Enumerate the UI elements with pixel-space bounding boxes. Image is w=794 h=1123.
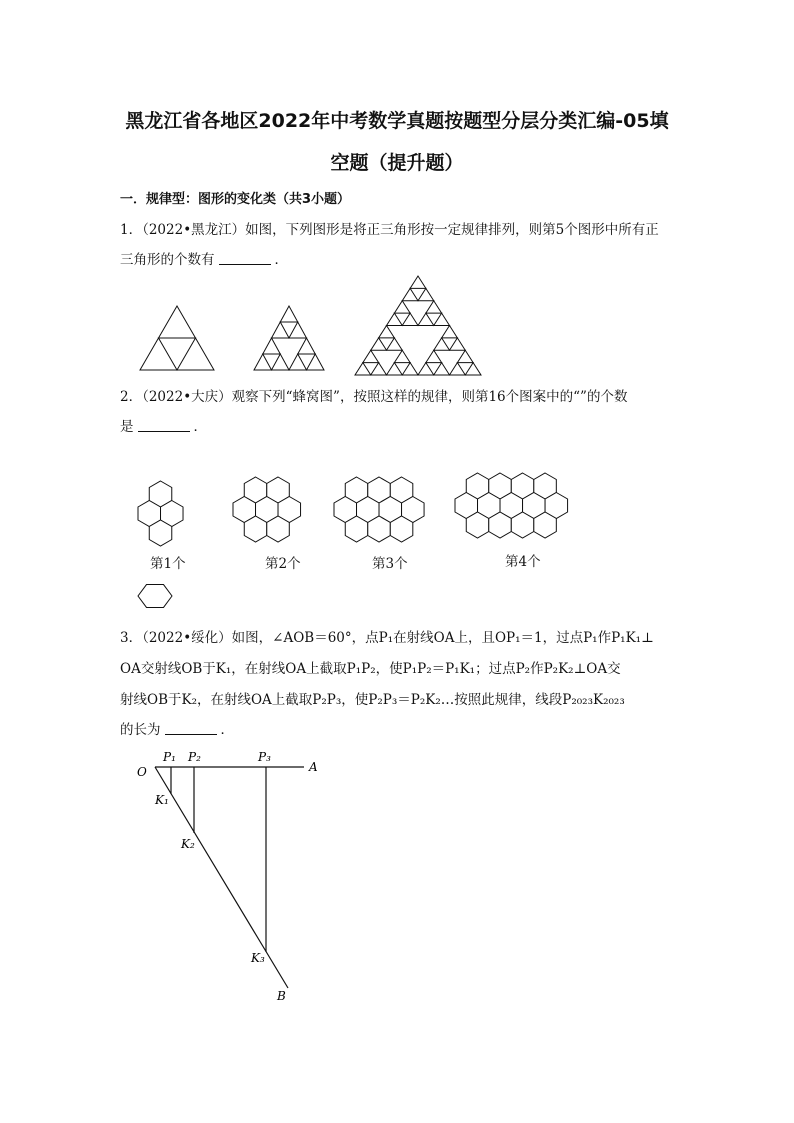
label-p1: P₁ (163, 750, 176, 764)
q2-text-post: ． (193, 419, 207, 435)
triangle-fig1-inner (159, 338, 196, 370)
q3-text-post: ． (220, 722, 234, 738)
angle-diagram (155, 767, 304, 988)
triangle-fig3-inner (394, 363, 410, 375)
label-k2: K₂ (181, 837, 195, 851)
q2-text-line-1: 2．（2022•大庆）观察下列“蜂窝图”，按照这样的规律，则第16个图案中的“”的个数 (120, 389, 628, 405)
q2-caption-2: 第2个 (265, 556, 301, 572)
q2-caption-1: 第1个 (150, 556, 186, 572)
q1-text-post: ． (274, 252, 288, 268)
honeycomb-figures (138, 473, 568, 607)
q2-caption-4: 第4个 (505, 554, 541, 570)
q3-text-pre: 的长为 (120, 722, 161, 738)
q1-text-line-1: 1．（2022•黑龙江）如图，下列图形是将正三角形按一定规律排列，则第5个图形中所有正 (120, 222, 659, 238)
single-hexagon-icon (138, 585, 172, 608)
page-title-line-2: 空题（提升题） (330, 152, 464, 174)
triangle-fig3-inner (426, 313, 442, 325)
label-p3: P₃ (258, 750, 271, 764)
q3-text-line-1: 3．（2022•绥化）如图，∠AOB＝60°，点P₁在射线OA上，且OP₁＝1，过点P₁作P₁K₁⊥ (120, 630, 654, 646)
triangle-fig2-small-3 (298, 354, 316, 370)
triangle-fig3-inner (442, 338, 458, 350)
triangle-fig2-small-2 (263, 354, 281, 370)
q2-caption-3: 第3个 (372, 556, 408, 572)
label-o: O (137, 765, 147, 779)
label-k3: K₃ (251, 951, 265, 965)
label-a: A (309, 760, 318, 774)
triangle-figures (140, 276, 481, 375)
label-p2: P₂ (188, 750, 201, 764)
q3-text-line-3: 射线OB于K₂，在射线OA上截取P₂P₃，使P₂P₃＝P₂K₂…按照此规律，线段P₂₀₂₃K₂₀₂₃ (120, 692, 625, 708)
ray-ob (155, 767, 288, 988)
triangle-fig3-inner (410, 288, 426, 300)
triangle-fig3-inner (394, 313, 410, 325)
label-b: B (277, 989, 286, 1003)
triangle-fig2-small-1 (280, 322, 298, 338)
triangle-fig3-inner (426, 363, 442, 375)
triangle-fig3-inner (457, 363, 473, 375)
triangle-fig3-inner (363, 363, 379, 375)
section-heading: 一．规律型：图形的变化类（共3小题） (120, 192, 351, 207)
q2-text-pre: 是 (120, 419, 134, 435)
triangle-fig3-inner (379, 338, 395, 350)
label-k1: K₁ (155, 793, 169, 807)
page-title-line-1: 黑龙江省各地区2022年中考数学真题按题型分层分类汇编-05填 (125, 110, 669, 132)
q1-text-pre: 三角形的个数有 (120, 252, 215, 268)
q3-text-line-2: OA交射线OB于K₁，在射线OA上截取P₁P₂，使P₁P₂＝P₁K₁；过点P₂作P₂K₂⊥OA交 (120, 661, 621, 677)
